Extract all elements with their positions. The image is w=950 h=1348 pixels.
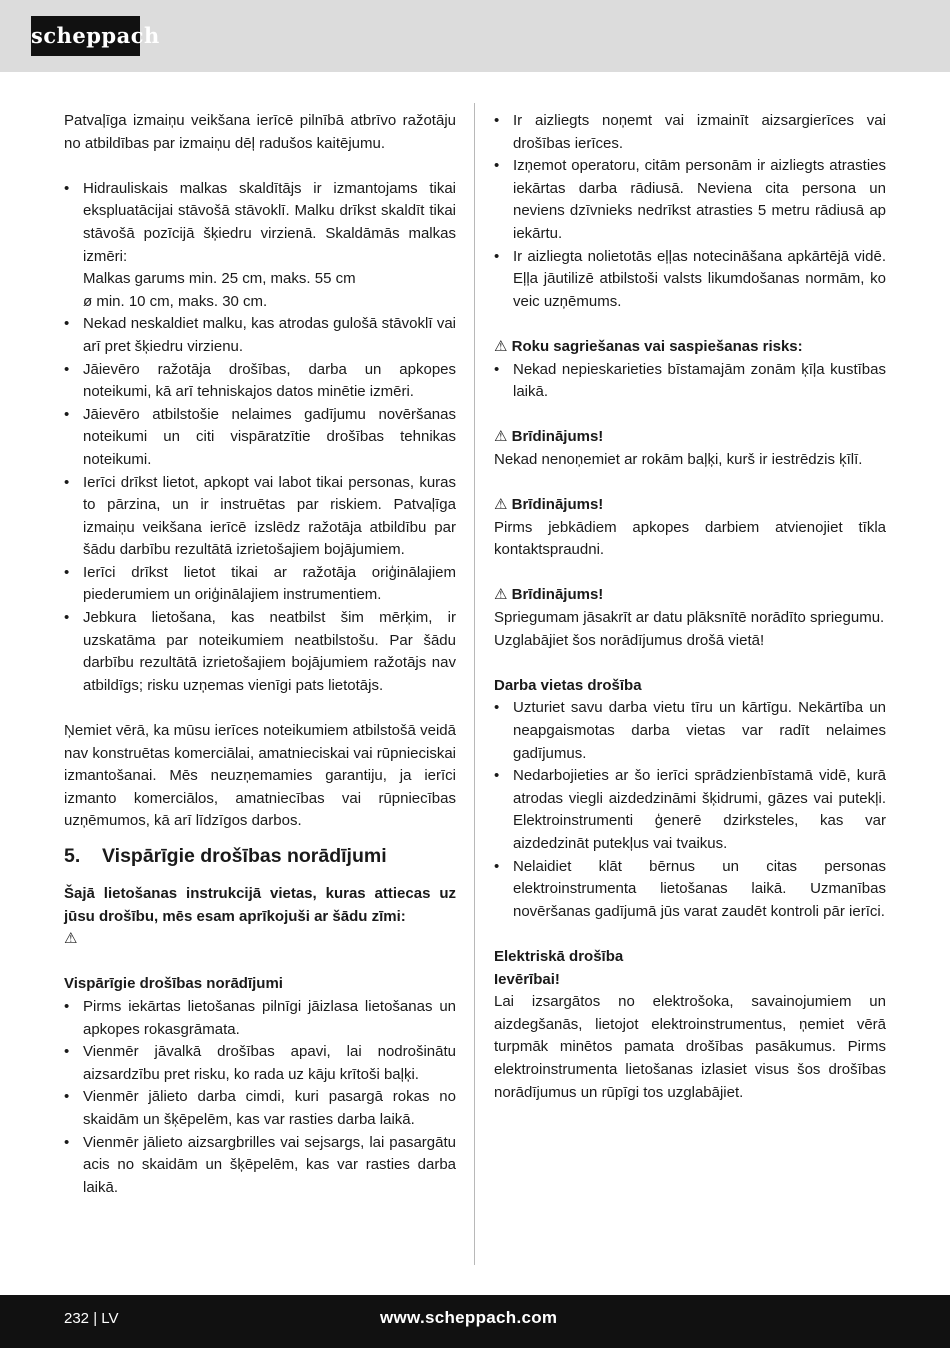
left-column (64, 110, 456, 1199)
bullet-icon: • (64, 315, 70, 333)
bullet-icon: • (494, 360, 500, 378)
bullet-icon: • (64, 360, 70, 378)
warning-heading: ⚠ Brīdinājums! (494, 496, 604, 514)
list-item: • Vienmēr jālieto darba cimdi, kuri pasargā rokas no skaidām un šķēpelēm, kas var rasties darba laikā. (64, 1088, 456, 1128)
list-item: • Uzturiet savu darba vietu tīru un kārtīgu. Nekārtība un neapgaismotas darba vietas var radīt nelaimes gadījumus. (494, 699, 886, 762)
warning-text: Uzglabājiet šos norādījumus drošā vietā! (494, 631, 765, 649)
subsection-heading: Darba vietas drošība (494, 676, 642, 694)
bullet-icon: • (494, 247, 500, 265)
symbol-intro: Šajā lietošanas instrukcijā vietas, kuras attiecas uz jūsu drošību, mēs esam aprīkojuši ar šādu zīmi: (64, 885, 456, 925)
electric-paragraph: Lai izsargātos no elektrošoka, savainojumiem un aizdegšanās, lietojot elektroinstrumentus, ņemiet vērā turpmāk minētos pamata drošības pasākumus. Pirms elektroinstrumenta lietošanas izlasiet visus šos drošības norādījumus un rūpīgi tos uzglabājiet. (494, 993, 886, 1101)
list-item: • Ierīci drīkst lietot, apkopt vai labot tikai personas, kuras to pārzina, un ir instruētas par riskiem. Patvaļīga izmaiņu veikšana ierīcē izslēdz ražotāja atbildību par šādu darbību rezultātā izrietošajiem bojājumiem. (64, 473, 456, 559)
section-heading (64, 843, 456, 869)
right-column (494, 110, 886, 1104)
workplace-list (494, 697, 886, 923)
bullet-icon: • (494, 857, 500, 875)
subsection-heading: Elektriskā drošība (494, 947, 624, 965)
bullet-icon: • (64, 1043, 70, 1061)
bullet-icon: • (494, 699, 500, 717)
bullet-icon: • (494, 157, 500, 175)
bullet-icon: • (64, 609, 70, 627)
warning-text: Nekad nenoņemiet ar rokām baļķi, kurš ir iestrēdzis ķīlī. (494, 450, 863, 468)
warning-heading: ⚠ Brīdinājums! (494, 428, 604, 446)
protection-list (494, 110, 886, 313)
list-item: • Pirms iekārtas lietošanas pilnīgi jāizlasa lietošanas un apkopes rokasgrāmata. (64, 997, 456, 1038)
note-paragraph: Ņemiet vērā, ka mūsu ierīces noteikumiem atbilstošā veidā nav konstruētas komerciālai, amatnieciskai vai rūpnieciskai izmantošanai. Mēs neuzņemamies garantiju, ja ierīci izmanto komerciālos, amatniecības vai rūpniecības uzņēmumos, kā arī līdzīgos darbos. (64, 722, 456, 830)
warning-text: Spriegumam jāsakrīt ar datu plāksnītē norādīto spriegumu. (494, 609, 885, 627)
bullet-icon: • (64, 563, 70, 581)
list-item: • Izņemot operatoru, citām personām ir aizliegts atrasties iekārtas darba rādiusā. Neviena cita persona un neviens dzīvnieks nedrīkst atrasties 5 metru rādiusā ap iekārtu. (494, 157, 886, 242)
list-item: • Vienmēr jāvalkā drošības apavi, lai nodrošinātu aizsardzību pret risku, ko rada uz kāju krītoši baļķi. (64, 1043, 456, 1083)
header-band (0, 0, 950, 72)
list-item: • Hidrauliskais malkas skaldītājs ir izmantojams tikai ekspluatācijai stāvošā stāvoklī. Malku drīkst skaldīt tikai stāvošā pozīcijā šķiedru virzienā. Skaldāmās malkas izmēri: Malkas garums min. 25 cm, maks. 55 cm ø min. 10 cm, maks. 30 cm. (64, 178, 456, 314)
bullet-icon: • (64, 1133, 70, 1151)
warning-triangle-icon: ⚠ (494, 496, 508, 514)
warning-triangle-icon: ⚠ (494, 428, 508, 446)
list-item: • Nelaidiet klāt bērnus un citas personas elektroinstrumenta lietošanas laikā. Uzmanības novēršanas gadījumā jūs varat zaudēt kontroli pār ierīci. (494, 857, 886, 920)
bullet-icon: • (64, 179, 70, 197)
column-divider (474, 103, 475, 1265)
list-item: • Jāievēro ražotāja drošības, darba un apkopes noteikumi, kā arī tehniskajos datos minētie izmēri. (64, 360, 456, 401)
page-number: 232 | LV (64, 1310, 119, 1327)
list-item: • Jebkura lietošana, kas neatbilst šim mērķim, ir uzskatāma par noteikumiem neatbilstošu. Par šādu darbību rezultātā izrietošajiem bojājumiem ražotājs nav atbildīgs; risku uzņemas vienīgi pats lietotājs. (64, 609, 456, 694)
warning-text: Pirms jebkādiem apkopes darbiem atvienojiet tīkla kontaktspraudni. (494, 518, 886, 559)
brand-logo: scheppach (31, 16, 140, 56)
bullet-icon: • (64, 1088, 70, 1106)
list-item: • Ir aizliegts noņemt vai izmainīt aizsargierīces vai drošības ierīces. (494, 112, 886, 152)
bullet-icon: • (494, 767, 500, 785)
hand-risk-heading: ⚠ Roku sagriešanas vai saspiešanas risks: (494, 337, 803, 355)
list-item: • Nekad neskaldiet malku, kas atrodas gulošā stāvoklī vai arī pret šķiedru virzienu. (64, 315, 456, 355)
bullet-icon: • (494, 112, 500, 129)
section-title: Vispārīgie drošības norādījumi (102, 845, 387, 867)
list-item: • Jāievēro atbilstošie nelaimes gadījumu novēršanas noteikumi un citi vispāratzītie drošības tehnikas noteikumi. (64, 405, 456, 468)
list-item: • Vienmēr jālieto aizsargbrilles vai sejsargs, lai pasargātu acis no skaidām un šķēpelēm, kas var rasties darba laikā. (64, 1133, 456, 1196)
warning-triangle-icon: ⚠ (494, 586, 508, 604)
list-item: • Ir aizliegta nolietotās eļļas notecināšana apkārtējā vidē. Eļļa jāutilizē atbilstoši valsts likumdošanas normām, ko veic uzņēmums. (494, 247, 886, 310)
website-link[interactable]: www.scheppach.com (380, 1308, 558, 1327)
hand-risk-list (494, 359, 886, 404)
general-safety-list (64, 996, 456, 1199)
list-item: • Nekad nepieskarieties bīstamajām zonām ķīļa kustības laikā. (494, 360, 886, 401)
subsection-heading: Vispārīgie drošības norādījumi (64, 975, 283, 993)
usage-list (64, 178, 456, 698)
bullet-icon: • (64, 405, 70, 423)
intro-paragraph: Patvaļīga izmaiņu veikšana ierīcē pilnībā atbrīvo ražotāju no atbildības par izmaiņu dēļ radušos kaitējumu. (64, 112, 456, 152)
list-item: • Nedarbojieties ar šo ierīci sprādzienbīstamā vidē, kurā atrodas viegli aizdedzināmi šķidrumi, gāzes vai putekļi. Elektroinstrumenti ģenerē dzirksteles, kas var aizdedzināt putekļus vai tvaikus. (494, 767, 886, 852)
section-number: 5. (64, 845, 81, 867)
warning-triangle-icon: ⚠ (494, 337, 508, 355)
bullet-icon: • (64, 473, 70, 491)
warning-heading: ⚠ Brīdinājums! (494, 586, 604, 604)
warning-triangle-icon: ⚠ (64, 930, 78, 948)
list-item: • Ierīci drīkst lietot tikai ar ražotāja oriģinālajiem piederumiem un oriģinālajiem instrumentiem. (64, 563, 456, 604)
bullet-icon: • (64, 997, 70, 1015)
size-line: ø min. 10 cm, maks. 30 cm. (83, 292, 268, 310)
size-line: Malkas garums min. 25 cm, maks. 55 cm (83, 270, 356, 288)
attention-label: Ievērībai! (494, 970, 560, 988)
